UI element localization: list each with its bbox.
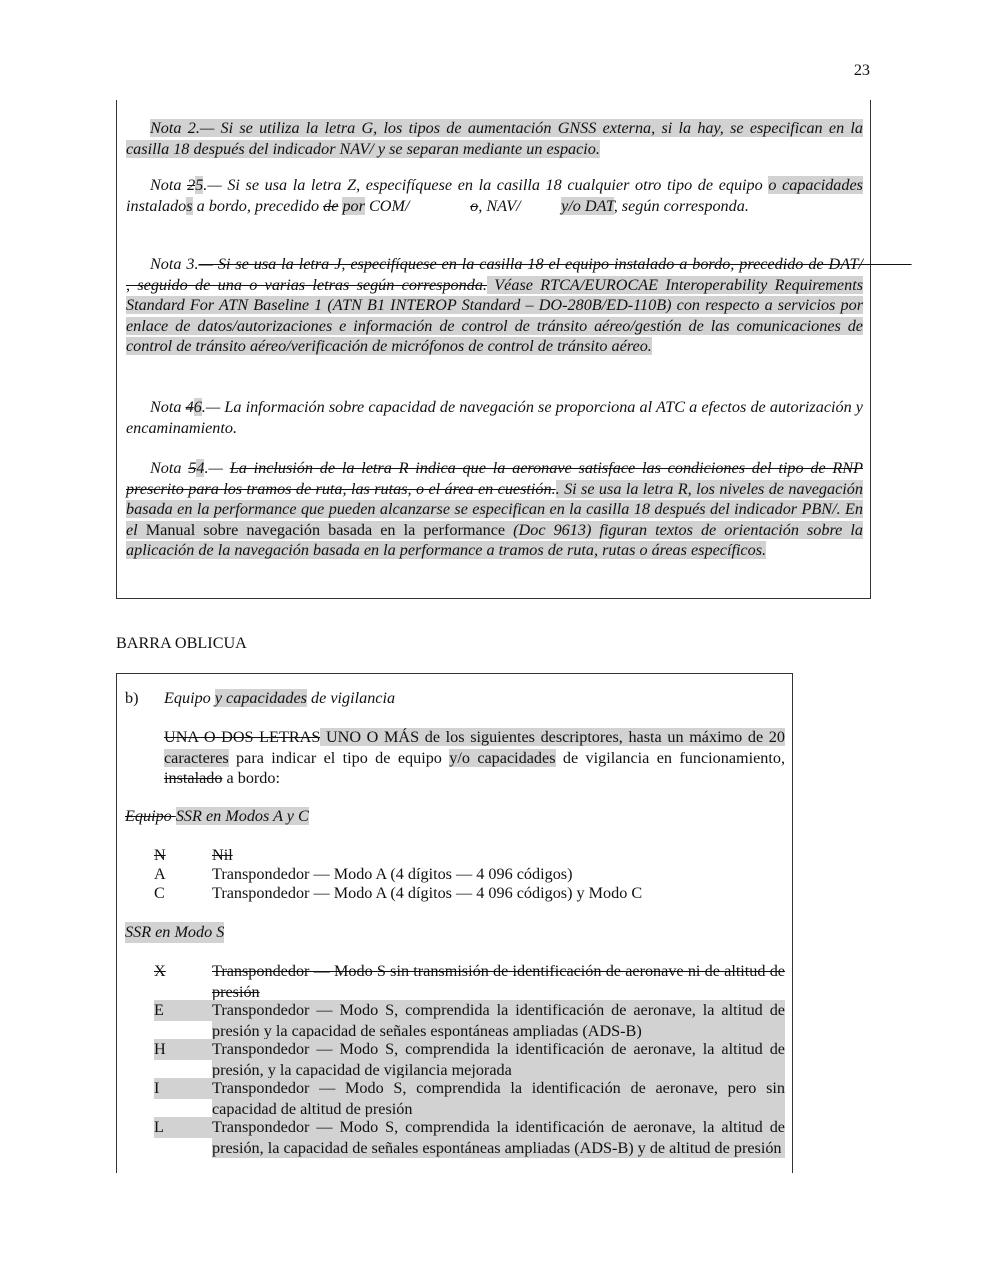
note-3: Nota 3.— Si se usa la letra J, especifíquese en la casilla 18 el equipo instalado a bordo, precedido de DAT/ , seguido de una o varias letras según corresponda. Véase RTCA/EUROCAE Interoperability Requirements Standard For ATN Baseline 1 (ATN B1 INTEROP Standard – DO-280B/ED-110B) con respecto a servicios por enlace de datos/autorizaciones e información de control de tránsito aéreo/gestión de las comunicaciones de control de tránsito aéreo/verificación de micrófonos de control de tránsito aéreo. xyxy=(126,255,912,355)
surveillance-box: b) Equipo y capacidades de vigilancia UNA O DOS LETRAS UNO O MÁS de los siguientes descriptores, hasta un máximo de 20 caracteres para indicar el tipo de equipo y/o capacidades de vigilancia en funcionamiento, instalado a bordo: Equipo SSR en Modos A y C N Nil A Transpondedor — Modo A (4 dígitos — 4 096 códigos) C Transpondedor — Modo A (4 dígitos — 4 096 códigos) y Modo C SSR en Modo S X Transpondedor — Modo S sin transmisión de identificación de aeronave ni de altitud de presión E Transpondedor — Modo S, comprendida la identificación de aeronave, la altitud de presión y la capacidad de señales espontáneas ampliadas (ADS-B) H Transpondedor — Modo S, comprendida la identificación de aeronave, la altitud de presión, y la capacidad de vigilancia mejorada I Transpondedor — Modo S, comprendida la identificación de aeronave, pero sin capacidad de altitud de presión L Transpondedor — Modo S, comprendida la identificación de aeronave, la altitud de presión, la capacidad de señales espontáneas ampliadas (ADS-B) y de altitud de presión xyxy=(116,673,793,1173)
subheading-ssr-mode-s: SSR en Modo S xyxy=(125,923,225,941)
note-z: Nota 25.— Si se usa la letra Z, especifíquese en la casilla 18 cualquier otro tipo de equipo o capacidades instalados a bordo, precedido de por COM/ o, NAV/ y/o DAT, según corresponda. xyxy=(126,176,863,215)
note-2: Nota 2.— Si se utiliza la letra G, los tipos de aumentación GNSS externa, si la hay, se especifican en la casilla 18 después del indicador NAV/ y se separan mediante un espacio. xyxy=(126,119,863,158)
item-label: b) xyxy=(125,689,139,707)
item-title: Equipo y capacidades de vigilancia xyxy=(164,689,396,707)
section-heading: BARRA OBLICUA xyxy=(116,634,247,652)
subheading-ssr-modes-a-c: Equipo SSR en Modos A y C xyxy=(125,807,309,825)
notes-box xyxy=(116,100,912,599)
item-description: UNA O DOS LETRAS UNO O MÁS de los siguientes descriptores, hasta un máximo de 20 caracteres para indicar el tipo de equipo y/o capacidades de vigilancia en funcionamiento, instalado a bordo: xyxy=(164,728,786,787)
page-number: 23 xyxy=(853,61,870,79)
note-5: Nota 54.— La inclusión de la letra R indica que la aeronave satisface las condiciones del tipo de RNP prescrito para los tramos de ruta, las rutas, o el área en cuestión.. Si se usa la letra R, los niveles de navegación basada en la performance que pueden alcanzarse se especifican en la casilla 18 después del indicador PBN/. En el Manual sobre navegación basada en la performance (Doc 9613) figuran textos de orientación sobre la aplicación de la navegación basada en la performance a tramos de ruta, rutas o áreas específicos. xyxy=(126,459,863,559)
note-4: Nota 46.— La información sobre capacidad de navegación se proporciona al ATC a efectos de autorización y encaminamiento. xyxy=(126,398,863,437)
